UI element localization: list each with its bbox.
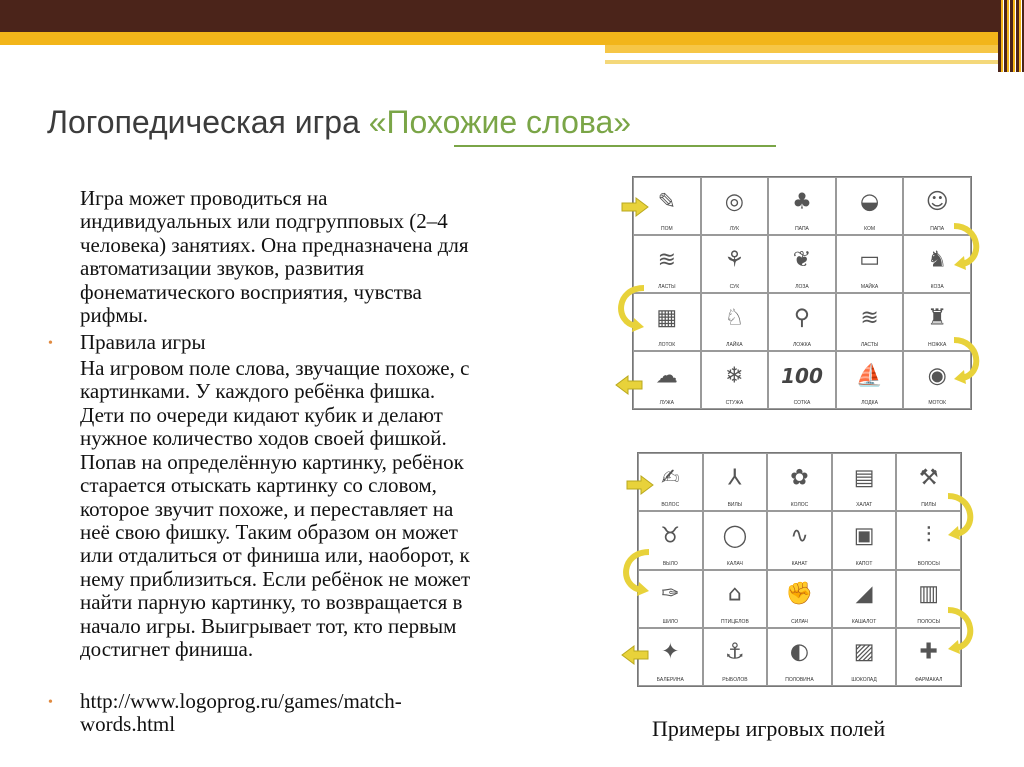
- title-underline: [454, 145, 776, 147]
- turn-arrow-left-2-icon: [617, 546, 653, 598]
- board-2-cell-label: КАЛАЧ: [726, 560, 743, 567]
- board-2-picture: ◐: [789, 639, 810, 665]
- board-2-cell-label: КОЛОС: [790, 502, 809, 509]
- board-2-picture: ✊: [785, 581, 814, 607]
- board-2-cell-label: ВЫЛО: [662, 560, 678, 567]
- top-banner-thin-line: [605, 60, 1000, 64]
- rules-line-1: картинками. У каждого ребёнка фишка.: [80, 379, 436, 403]
- rules-line-2: Дети по очереди кидают кубик и делают: [80, 403, 443, 427]
- board-1-cell-label: ПАПА: [930, 226, 945, 232]
- board-1-picture: ♞: [927, 247, 948, 273]
- board-2-cell: [767, 453, 832, 511]
- intro-line-5: рифмы.: [80, 303, 148, 327]
- board-2-cell-label: ХАЛАТ: [856, 502, 873, 509]
- board-2-picture: ✿: [790, 465, 809, 491]
- rules-heading: Правила игры: [80, 330, 206, 354]
- board-1-cell: [836, 293, 904, 351]
- title-highlight: «Похожие слова»: [368, 104, 632, 140]
- board-1-cell-label: ЛАСТЫ: [658, 284, 676, 290]
- board-2-cell: [832, 453, 897, 511]
- intro-line-3: автоматизации звуков, развития: [80, 256, 365, 280]
- rules-line-8: или отдалиться от финиша или, наоборот, к: [80, 543, 470, 567]
- title-prefix: Логопедическая игра: [47, 104, 369, 140]
- finish-arrow-2-icon: [620, 644, 650, 666]
- turn-arrow-right-1-icon: [950, 220, 986, 272]
- intro-line-1: индивидуальных или подгрупповых (2–4: [80, 209, 448, 233]
- board-1-cell-label: КОЗА: [930, 284, 944, 290]
- top-banner-gold-accent: [605, 45, 1000, 53]
- board-1-picture: ♘: [724, 305, 745, 331]
- board-2-cell-label: КАПОТ: [855, 560, 873, 567]
- board-2-picture: ✑: [661, 581, 680, 607]
- board-1-cell-label: ЛОТОК: [658, 342, 676, 348]
- start-arrow-2-icon: [625, 474, 655, 496]
- board-1-cell-label: ПОМ: [660, 226, 673, 232]
- bullet-link: •: [48, 695, 53, 710]
- board-1-picture: ▭: [859, 247, 880, 273]
- board-2-cell-label: ПТИЦЕЛОВ: [721, 618, 749, 625]
- intro-line-0: Игра может проводиться на: [80, 186, 328, 210]
- slide-title: [47, 104, 631, 141]
- board-1-cell: [768, 293, 836, 351]
- board-1-cell-label: МОТОК: [928, 400, 947, 406]
- board-1-cell: [768, 235, 836, 293]
- game-board-2: [637, 452, 962, 687]
- board-2-cell: [703, 628, 768, 686]
- board-1-picture: ❦: [792, 247, 812, 273]
- board-2-picture: ⌂: [727, 581, 742, 607]
- rules-line-9: нему приблизиться. Если ребёнок не может: [80, 567, 471, 591]
- board-1-picture: ≋: [860, 305, 879, 331]
- board-2-cell-label: ШОКОЛАД: [851, 677, 877, 683]
- board-1-cell-label: ЛОДКА: [861, 400, 878, 406]
- board-1-cell-label: НОЖКА: [928, 342, 947, 348]
- board-2-cell-label: ВОЛОСЫ: [917, 560, 940, 567]
- board-2-cell: [832, 511, 897, 569]
- turn-arrow-right-2-icon: [950, 334, 986, 386]
- board-1-cell: [836, 351, 904, 409]
- board-1-cell-label: ЛАЙКА: [726, 342, 743, 348]
- board-2-picture: ✚: [919, 639, 938, 665]
- board-1-picture: ▦: [656, 305, 678, 331]
- board-2-cell: [767, 628, 832, 686]
- board-1-picture: ⚘: [724, 247, 745, 273]
- board-1-cell: [836, 235, 904, 293]
- rules-line-12: достигнет финиша.: [80, 637, 254, 661]
- board-1-cell-label: СОТКА: [793, 400, 811, 406]
- board-1-picture: ☁: [655, 363, 678, 389]
- board-2-cell: [832, 628, 897, 686]
- board-1-cell-label: ЛУК: [729, 226, 740, 232]
- board-1-cell-label: ПАПА: [795, 226, 809, 232]
- board-1-cell-label: ЛОЗА: [795, 284, 809, 290]
- board-2-cell-label: РЫБОЛОВ: [722, 677, 748, 683]
- board-2-cell-label: ВИЛЫ: [727, 502, 743, 509]
- board-1-picture: ⚲: [793, 305, 811, 331]
- boards-caption: Примеры игровых полей: [652, 716, 886, 741]
- board-1-picture: 100: [781, 363, 823, 388]
- board-1-picture: ♜: [927, 305, 948, 331]
- board-1-picture: ☺: [925, 189, 949, 215]
- turn-arrow-right-3-icon: [944, 490, 980, 542]
- board-2-picture: ⚒: [918, 465, 939, 491]
- board-1-picture: ≋: [657, 247, 677, 273]
- board-2-cell-label: ВОЛОС: [661, 502, 680, 509]
- board-2-cell-label: ПОЛОСЫ: [917, 618, 940, 625]
- board-2-picture: ◢: [855, 581, 873, 607]
- board-1-picture: ◒: [859, 189, 880, 215]
- board-2-cell-label: КАШАЛОТ: [851, 618, 877, 625]
- board-2-cell: [767, 511, 832, 569]
- board-2-cell-label: ПИЛЫ: [921, 502, 937, 509]
- finish-arrow-icon: [614, 374, 644, 396]
- board-2-cell: [703, 511, 768, 569]
- board-1-cell: [701, 293, 769, 351]
- board-2-cell-label: СИЛАЧ: [791, 618, 808, 625]
- intro-line-4: фонематического восприятия, чувства: [80, 280, 422, 304]
- board-2-picture: ⚓: [725, 639, 745, 665]
- board-1-cell: [701, 351, 769, 409]
- board-2-picture: ▨: [853, 639, 875, 665]
- rules-line-0: На игровом поле слова, звучащие похоже, с: [80, 356, 470, 380]
- board-1-cell: [701, 177, 769, 235]
- board-1-cell: [701, 235, 769, 293]
- board-1-picture: ⛵: [855, 363, 884, 389]
- board-2-picture: ⫶: [925, 523, 932, 549]
- turn-arrow-left-icon: [612, 282, 648, 334]
- source-link-line-1[interactable]: words.html: [80, 712, 176, 736]
- board-2-cell: [832, 570, 897, 628]
- board-1-cell-label: МАЙКА: [860, 284, 879, 290]
- rules-line-7: неё свою фишку. Таким образом он может: [80, 520, 458, 544]
- turn-arrow-right-4-icon: [944, 604, 980, 656]
- bullet-rules: •: [48, 336, 53, 351]
- board-1-cell: [768, 177, 836, 235]
- board-2-picture: ▥: [918, 581, 940, 607]
- board-2-cell-label: БАЛЕРИНА: [656, 677, 684, 683]
- top-banner-dark: [0, 0, 1024, 32]
- board-1-cell: [836, 177, 904, 235]
- top-banner-gold: [0, 32, 1000, 45]
- board-2-cell: [767, 570, 832, 628]
- board-2-picture: ⅄: [728, 465, 742, 491]
- rules-line-4: Попав на определённую картинку, ребёнок: [80, 450, 464, 474]
- board-1-picture: ❄: [725, 363, 744, 389]
- rules-line-10: найти парную картинку, то возвращается в: [80, 590, 463, 614]
- board-2-picture: ∿: [790, 523, 809, 549]
- board-2-cell-label: ФАРМАКАЛ: [914, 677, 943, 683]
- rules-line-6: которое звучит похоже, и переставляет на: [80, 497, 454, 521]
- board-2-picture: ▤: [853, 465, 875, 491]
- board-2-picture: ✦: [661, 639, 680, 665]
- board-2-picture: ✍: [661, 465, 680, 491]
- board-1-picture: ◉: [927, 363, 947, 389]
- board-1-picture: ◎: [724, 189, 744, 215]
- board-1-cell-label: ЛОЖКА: [793, 342, 811, 348]
- rules-line-11: начало игры. Выигрывает тот, кто первым: [80, 614, 457, 638]
- board-1-picture: ✎: [657, 189, 677, 215]
- board-2-picture: ◯: [722, 523, 748, 549]
- board-1-cell-label: ЛУЖА: [659, 400, 674, 406]
- board-1-picture: ♣: [792, 189, 812, 215]
- board-2-picture: ▣: [853, 523, 875, 549]
- board-2-cell-label: КАНАТ: [791, 560, 808, 567]
- corner-stripes: [998, 0, 1024, 72]
- board-2-cell-label: ПОЛОВИНА: [785, 677, 814, 683]
- rules-line-5: старается отыскать картинку со словом,: [80, 473, 437, 497]
- board-2-picture: ♉: [660, 523, 681, 549]
- start-arrow-icon: [620, 196, 650, 218]
- rules-line-3: нужное количество ходов своей фишкой.: [80, 426, 447, 450]
- game-board-1: [632, 176, 972, 410]
- board-2-cell: [703, 453, 768, 511]
- board-1-cell: [768, 351, 836, 409]
- board-2-cell: [703, 570, 768, 628]
- board-1-cell-label: СУК: [729, 284, 740, 290]
- board-2-cell-label: ШИЛО: [662, 618, 678, 625]
- board-1-cell-label: СТУЖА: [725, 400, 744, 406]
- board-1-cell-label: ЛАСТЫ: [860, 342, 879, 348]
- source-link-line-0[interactable]: http://www.logoprog.ru/games/match-: [80, 689, 402, 713]
- board-1-cell-label: КОМ: [864, 226, 876, 232]
- intro-line-2: человека) занятиях. Она предназначена для: [80, 233, 469, 257]
